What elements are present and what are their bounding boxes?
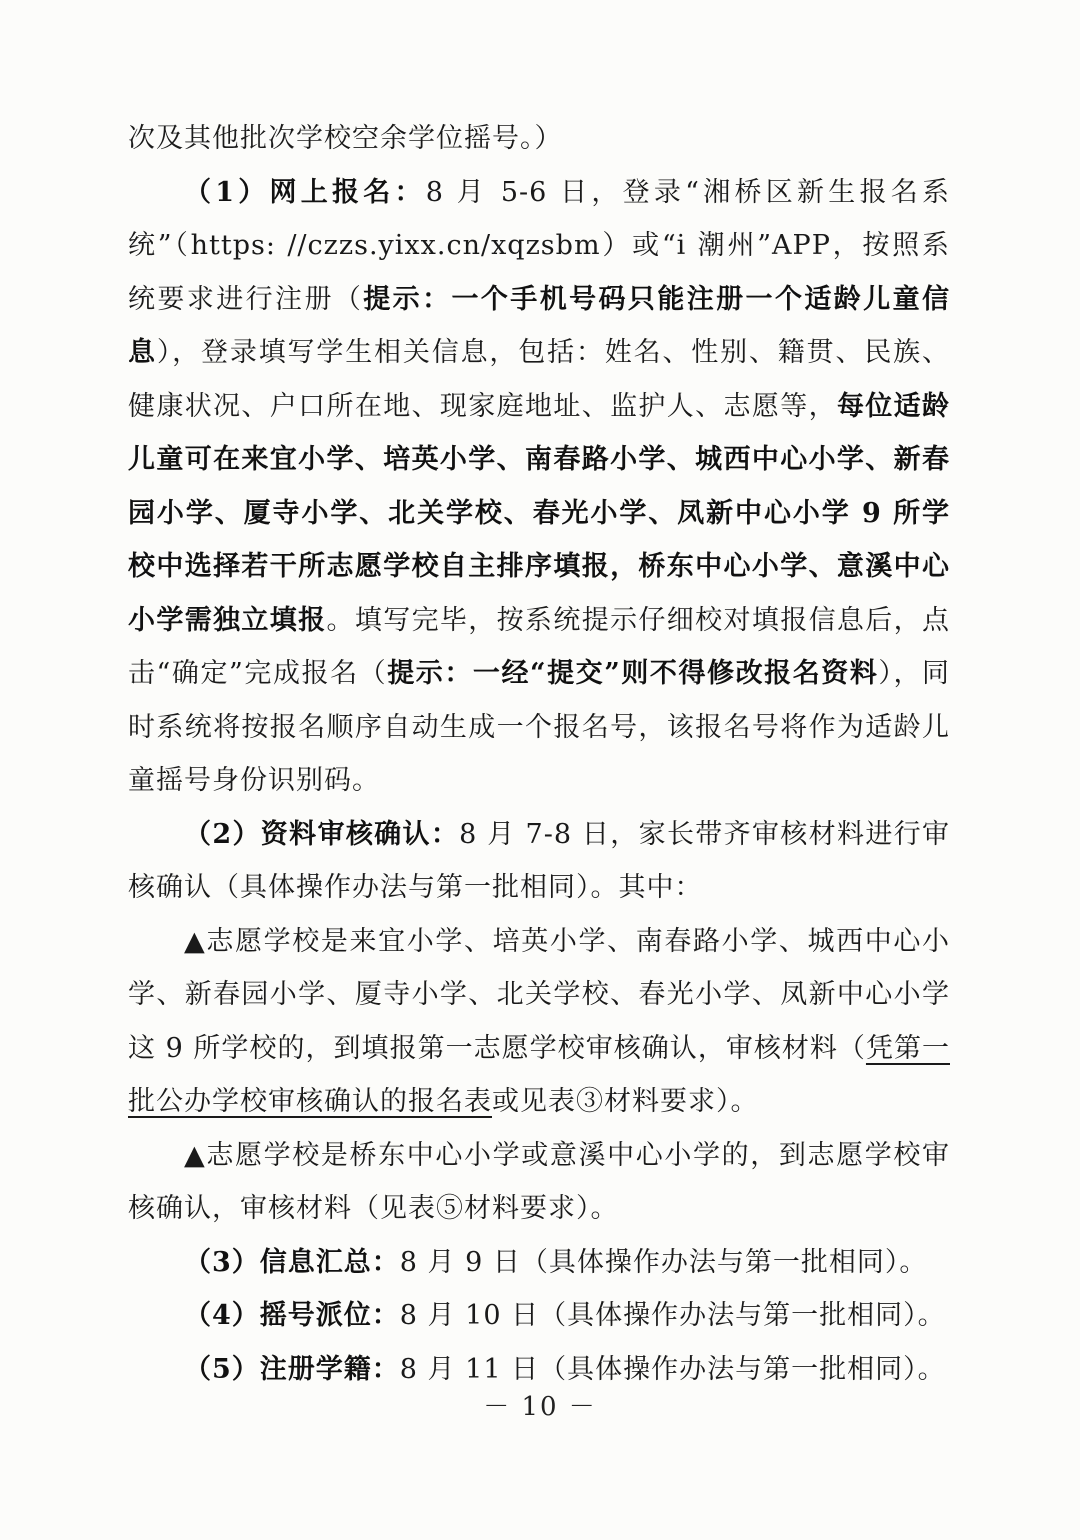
section-label-online-registration: （1）网上报名： <box>184 176 426 208</box>
text-span: 次及其他批次学校空余学位摇号。） <box>128 123 563 154</box>
text-span: 8 月 5-6 日，登录“湘桥区新生报名系统”（https: //czzs.yixx.cn/xqzsbm）或“i 潮州”APP，按照系统要求进行注册（ <box>128 176 950 315</box>
section-label-review: （2）资料审核确认： <box>184 818 460 850</box>
text-span: 8 月 10 日（具体操作办法与第一批相同）。 <box>399 1300 946 1331</box>
underlined-text: 凭第一批公办学校审核确认的报名表 <box>128 1032 950 1117</box>
bold-note: 提示：一个手机号码只能注册一个适龄儿童信息 <box>128 283 951 368</box>
section-label-info-summary: （3）信息汇总： <box>184 1246 400 1278</box>
page-number: － 10 － <box>483 1392 597 1422</box>
text-span: 8 月 9 日（具体操作办法与第一批相同）。 <box>399 1246 928 1278</box>
paragraph-bullet-nine-schools <box>128 915 950 1129</box>
bold-note: 提示：一经“提交”则不得修改报名资料 <box>387 658 879 689</box>
text-span: ），同时系统将按报名顺序自动生成一个报名号，该报名号将作为适龄儿童摇号身份识别码。 <box>128 658 951 796</box>
document-body <box>128 112 950 1396</box>
text-span: ），登录填写学生相关信息，包括：姓名、性别、籍贯、民族、健康状况、户口所在地、现家庭地址、监护人、志愿等， <box>128 337 951 422</box>
text-span: ▲志愿学校是来宜小学、培英小学、南春路小学、城西中心小学、新春园小学、厦寺小学、北关学校、春光小学、凤新中心小学这 9 所学校的，到填报第一志愿学校审核确认，审核材料（ <box>128 925 950 1064</box>
section-label-enrollment: （5）注册学籍： <box>184 1353 400 1385</box>
text-span: 8 月 7-8 日，家长带齐审核材料进行审核确认（具体操作办法与第一批相同）。其中： <box>128 818 950 903</box>
paragraph-online-registration <box>128 166 950 808</box>
text-span: 。填写完毕，按系统提示仔细校对填报信息后，点击“确定”完成报名（ <box>128 604 950 689</box>
text-span: 或见表③材料要求）。 <box>492 1086 759 1117</box>
paragraph-lottery <box>128 1289 950 1343</box>
text-span: 8 月 11 日（具体操作办法与第一批相同）。 <box>399 1353 946 1385</box>
text-span: ▲志愿学校是桥东中心小学或意溪中心小学的，到志愿学校审核确认，审核材料（见表⑤材料要求）。 <box>128 1139 950 1224</box>
paragraph-review <box>128 808 950 915</box>
bold-school-list: 每位适龄儿童可在来宜小学、培英小学、南春路小学、城西中心小学、新春园小学、厦寺小学、北关学校、春光小学、凤新中心小学 9 所学校中选择若干所志愿学校自主排序填报，桥东中心小学、意溪中心小学需独立填报 <box>128 390 951 636</box>
paragraph-info-summary <box>128 1236 950 1290</box>
section-label-lottery: （4）摇号派位： <box>184 1300 400 1331</box>
paragraph-continuation <box>128 112 950 166</box>
paragraph-bullet-independent-schools <box>128 1129 950 1236</box>
